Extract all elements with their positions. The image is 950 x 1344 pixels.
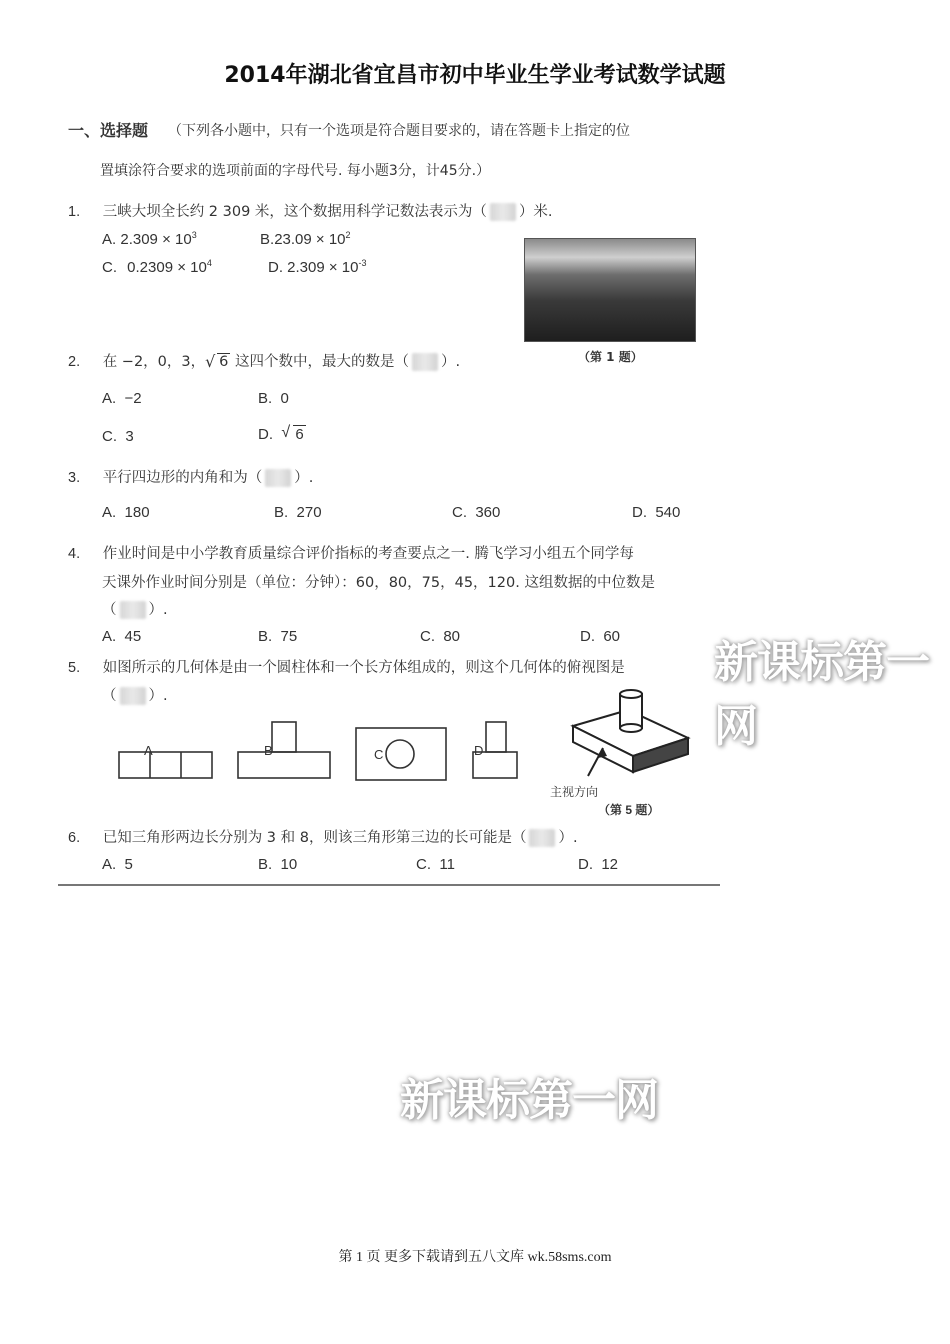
figure-5-caption: （第 5 题） — [598, 803, 660, 817]
question-text: 三峡大坝全长约 2 309 米，这个数据用科学记数法表示为（ — [102, 204, 487, 220]
option-value: 23.09 × 10 — [274, 231, 346, 248]
question-tail: ）. — [440, 354, 461, 370]
question-6 — [68, 826, 578, 847]
option-label: C. — [102, 259, 117, 276]
option-label: D. — [268, 259, 283, 276]
solid-3d-figure — [550, 690, 688, 817]
option-exponent: 2 — [345, 230, 351, 240]
question-4-line3 — [102, 598, 168, 619]
watermark-right: 新课标第一网 — [714, 637, 929, 752]
option-value: −2 — [124, 390, 142, 407]
option-value: 45 — [124, 628, 142, 645]
q5-figures — [58, 688, 720, 818]
q3-option-c — [452, 504, 500, 521]
option-value: 270 — [296, 504, 322, 521]
figure-label-c: C — [374, 747, 384, 762]
q2-option-b — [258, 390, 289, 407]
question-tail: ）米. — [518, 204, 553, 220]
dam-photo — [524, 238, 696, 342]
answer-blank — [529, 829, 555, 847]
option-value: 2.309 × 10 — [287, 259, 359, 276]
q4-option-b — [258, 628, 297, 645]
option-label: A. — [102, 390, 117, 407]
q2-option-d — [258, 426, 306, 443]
view-direction-label: 主视方向 — [550, 785, 599, 799]
option-value: 2.309 × 10 — [120, 231, 192, 248]
option-value: 12 — [601, 856, 619, 873]
question-text-line1: 作业时间是中小学教育质量综合评价指标的考查要点之一. 腾飞学习小组五个同学每 — [102, 546, 634, 562]
q4-option-d — [580, 628, 620, 645]
option-value: 540 — [655, 504, 681, 521]
question-text-line1: 如图所示的几何体是由一个圆柱体和一个长方体组成的，则这个几何体的俯视图是 — [102, 660, 625, 676]
q3-option-b — [274, 504, 322, 521]
question-number: 2. — [68, 354, 81, 370]
sqrt-expression — [281, 426, 305, 443]
question-number: 5. — [68, 660, 81, 676]
option-value: 10 — [280, 856, 298, 873]
q6-option-d — [578, 856, 618, 873]
question-tail: ）. — [148, 688, 168, 704]
option-label: A. — [102, 231, 117, 248]
scanned-exam-image — [58, 108, 720, 888]
question-text: 在 −2，0，3， — [102, 354, 206, 370]
option-value: 11 — [439, 856, 455, 873]
option-label: A. — [102, 856, 117, 873]
q6-option-a — [102, 856, 133, 873]
option-value: 5 — [124, 856, 133, 873]
scan-bottom-rule — [58, 884, 720, 886]
q3-option-d — [632, 504, 680, 521]
q1-option-c — [102, 258, 212, 276]
option-value: 0 — [280, 390, 289, 407]
option-value: 75 — [280, 628, 298, 645]
option-label: B. — [258, 628, 273, 645]
radicand: 6 — [295, 426, 304, 443]
option-exponent: 4 — [206, 258, 212, 268]
sqrt-expression — [205, 354, 230, 370]
section-note-line2: 置填涂符合要求的选项前面的字母代号. 每小题3分，计45分.） — [100, 163, 491, 179]
option-label: D. — [578, 856, 593, 873]
q1-option-b — [260, 230, 351, 248]
figure-label-a: A — [144, 743, 153, 758]
q1-option-a — [102, 230, 197, 248]
answer-blank — [265, 469, 291, 487]
option-exponent: 3 — [191, 230, 197, 240]
question-number: 4. — [68, 546, 81, 562]
option-label: C. — [452, 504, 467, 521]
q3-option-a — [102, 504, 150, 521]
option-value: 80 — [443, 628, 461, 645]
question-tail: ）. — [558, 830, 578, 846]
question-text-after: 这四个数中，最大的数是（ — [230, 354, 409, 370]
radicand: 6 — [219, 354, 229, 370]
option-value: 180 — [124, 504, 150, 521]
option-label: C. — [416, 856, 431, 873]
option-label: D. — [258, 426, 273, 443]
option-label: D. — [580, 628, 595, 645]
option-value: 3 — [125, 428, 134, 445]
option-label: B. — [260, 231, 275, 248]
question-text: 已知三角形两边长分别为 3 和 8，则该三角形第三边的长可能是（ — [102, 830, 527, 846]
answer-blank — [490, 203, 516, 221]
question-4-line2: 天课外作业时间分别是（单位：分钟）：60，80，75，45，120. 这组数据的中位数是 — [102, 575, 655, 591]
question-number: 6. — [68, 830, 81, 846]
figure-option-c — [356, 728, 446, 780]
option-label: B. — [258, 390, 273, 407]
q2-option-c — [102, 428, 134, 445]
section-note-line1: （下列各小题中，只有一个选项是符合题目要求的，请在答题卡上指定的位 — [168, 123, 630, 139]
question-4 — [68, 542, 634, 563]
question-2 — [68, 350, 460, 371]
q2-option-a — [102, 390, 142, 407]
figure-option-b — [238, 722, 330, 778]
option-value: 60 — [603, 628, 621, 645]
q6-option-b — [258, 856, 297, 873]
answer-blank — [120, 601, 146, 619]
option-label: B. — [274, 504, 289, 521]
figure-label-d: D — [474, 743, 484, 758]
q4-option-c — [420, 628, 460, 645]
paren-open: （ — [102, 688, 117, 704]
question-5 — [68, 656, 625, 677]
page-title: 2014年湖北省宜昌市初中毕业生学业考试数学试题 — [224, 63, 726, 88]
q1-option-d — [268, 258, 367, 276]
option-label: C. — [420, 628, 435, 645]
page-footer: 第 1 页 更多下载请到五八文库 wk.58sms.com — [338, 1250, 612, 1265]
question-tail: ）. — [294, 470, 314, 486]
q6-option-c — [416, 856, 455, 873]
question-text: 平行四边形的内角和为（ — [102, 470, 263, 486]
radical-sign: √ — [281, 424, 291, 441]
option-label: A. — [102, 504, 117, 521]
option-label: D. — [632, 504, 647, 521]
option-value: 0.2309 × 10 — [127, 259, 207, 276]
figure-label-b: B — [264, 743, 273, 758]
question-number: 1. — [68, 204, 81, 220]
option-label: A. — [102, 628, 117, 645]
option-label: B. — [258, 856, 273, 873]
q4-option-a — [102, 628, 141, 645]
option-label: C. — [102, 428, 117, 445]
question-number: 3. — [68, 470, 81, 486]
option-exponent: -3 — [358, 258, 367, 268]
figure-option-d — [473, 722, 517, 778]
watermark-center: 新课标第一网 — [400, 1075, 658, 1126]
question-tail: ）. — [148, 602, 168, 618]
radical-sign: √ — [205, 352, 216, 371]
figure-1-caption: （第 1 题） — [578, 350, 643, 364]
answer-blank — [412, 353, 438, 371]
question-1 — [68, 200, 553, 221]
question-3 — [68, 466, 313, 487]
option-value: 360 — [475, 504, 501, 521]
section-heading: 一、选择题 — [68, 121, 149, 140]
paren-open: （ — [102, 602, 117, 618]
figure-option-a — [119, 743, 212, 778]
